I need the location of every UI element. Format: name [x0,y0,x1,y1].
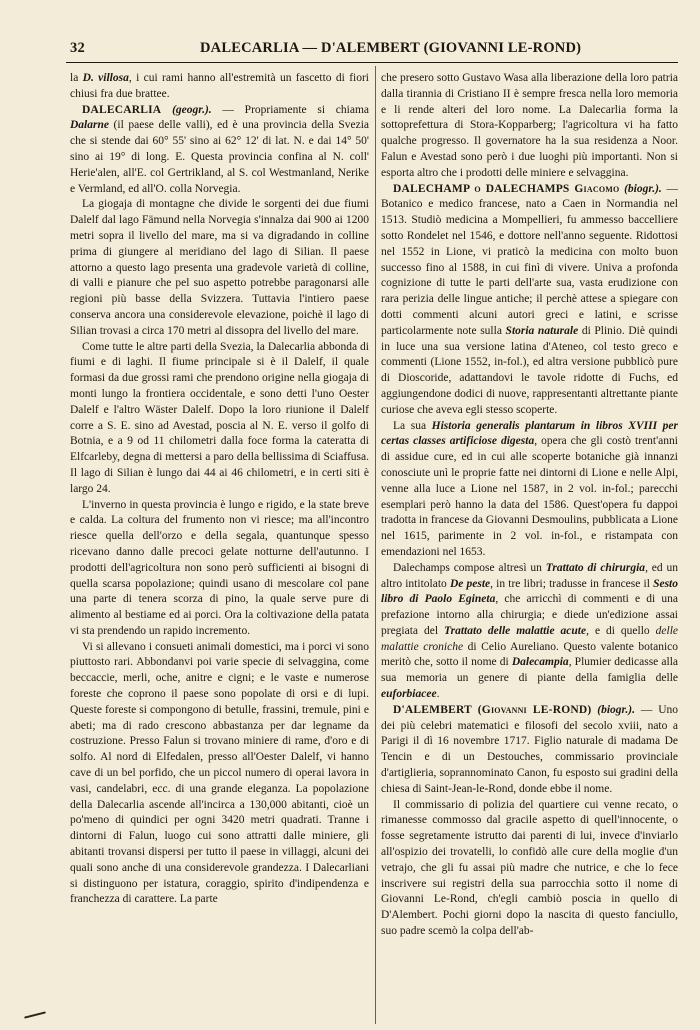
work-title: Trattato di chirurgia [545,561,646,574]
paragraph: Come tutte le altre parti della Svezia, la Dalecarlia abbonda di fiumi e di laghi. Il fiume principale si è il Dalelf, il quale formasi da due grossi rami che prendono origine nella giogaja di monti lungo la frontiera occidentale, e sono detti l'uno Oester Dalelf e l'altro Wäster Dalelf. Dopo la loro riunione il Dalelf corre a S. E. sino ad Avestad, poscia al N. E. verso il golfo di Botnia, e a 9 od 11 chilometri dalla foce forma la cateratta di Elfcarleby, degna di mettersi a paro della bellissima di Sciaffusa. Il lago di Silian è lungo dai 44 ai 46 chilometri, e in certi siti è largo 24. [70,340,369,495]
column-divider [375,66,376,1024]
page-header-title: DALECARLIA — D'ALEMBERT (GIOVANNI LE-ROND) [200,40,582,56]
family-name: euforbiacee [381,688,437,701]
species-name: D. villosa [82,72,129,84]
headword-dalembert: D'ALEMBERT (Giovanni LE-ROND) [393,703,592,716]
paragraph-continuation: la D. villosa, i cui rami hanno all'estremità un fascetto di fiori chiusi fra due brattee. [70,72,369,100]
paragraph: Vi si allevano i consueti animali domestici, ma i porci vi sono piuttosto rari. Abbondanvi poi varie specie di selvaggina, come beccaccie, merli, oche, anitre e cigni; e le vaste e numerose foreste che coprono il paese sono popolate di orsi e di lupi. Queste foreste si compongono di betulle, frassini, tremule, pini e abeti; ma di rado crescono abbastanza per dar legname da costruzione. Presso Falun si trovano miniere di rame, d'oro e di solfo. Al nord di Elfedalen, presso all'Oester Dalelf, vi hanno cave di un bel porfido, che un piccol numero di operai lavora in vasi, candelabri, ecc. di una grande eleganza. La popolazione della Dalecarlia ascende all'incirca a 130,000 abitanti, cioè un po'meno di quindici per ogni 3420 metri quadrati. Tranne i dintorni di Falun, luogo cui sono attratti dalle miniere, gli abitanti trovansi dispersi per tutto il paese in villaggi, alcuni dei quali sono anche di una considerevole grandezza. I Dalecarliani si distinguono per istatura, coraggio, spirito d'indipendenza e franchezza di carattere. La parte [70,640,369,906]
headword-dalecarlia: DALECARLIA [82,103,162,116]
work-title: Storia naturale [505,324,579,337]
right-column [381,71,678,1026]
headword-dalechamp: DALECHAMP o DALECHAMPS Giacomo [393,182,620,195]
paragraph: La sua Historia generalis plantarum in libros XVIII per certas classes artificiose digesta, opera che gli costò trent'anni di assidue cure, ed in cui alle scoperte botaniche già innanzi conosciute unì le proprie fatte nei dintorni di Lione e nelle Alpi, venne alla luce a Lione nel 1587, in 2 vol. in-fol.; parecchi esemplari però hanno la data del 1586. Quest'opera fu dappoi tradotta in francese da Giovanni Desmoulins, pubblicata a Lione nel 1615, parimente in 2 vol. in-fol., e ristampata con emendazioni nel 1653. [381,419,678,558]
entry-dalechamp: DALECHAMP o DALECHAMPS Giacomo (biogr.). — Botanico e medico francese, nato a Caen in Normandia nel 1513. Studiò medicina a Mompellieri, fu ammesso baccelliere sotto Rondelet nel 1546, e dottore nell'anno seguente. Ridottosi nel 1552 in Lione, vi praticò la medicina con molto buon successo fino al 1588, in cui finì di vivere. Univa a profonda cognizione di tutte le parti dell'arte sua, vasta erudizione con rara perizia delle lingue antiche; il perchè attese a spiegare con dotti commenti alcuni autori greci e latini, e scrisse particolarmente note sulla Storia naturale di Plinio. Diè quindi in luce una sua versione latina d'Ateneo, col testo greco e commenti (Lione 1552, in-fol.), ed altra versione pubblicò pure di Dioscoride, adattandovi le tavole ridotte di Fuchs, ed aggiungendone dodici di nuove, rappresentanti altrettante piante curiose che aveva egli stesso scoperte. [381,182,678,416]
place-name: Dalarne [70,119,109,132]
left-column [70,71,369,1026]
paragraph: La giogaja di montagne che divide le sorgenti dei due fiumi Dalelf dal lago Fämund nella Norvegia s'innalza dai 900 ai 1200 metri sopra il livello del mare, ma si va digradando in colline prima di giungere al meridiano del lago di Silian. Il paese attorno a questo lago presenta una gradevole varietà di colline, di valli e pianure che pel suo aspetto potrebbe paragonarsi alle regioni più basse della Svizzera. Tuttavia l'intiero paese conserva ancora una considerevole elevazione, poichè il lago di Silian trovasi a circa 170 metri al dissopra del livello del mare. [70,198,369,337]
entry-category: (biogr.). [591,703,635,716]
ink-mark [24,1011,46,1018]
header-rule [66,62,678,63]
entry-dalecarlia: DALECARLIA (geogr.). — Propriamente si chiama Dalarne (il paese delle valli), ed è una provincia della Svezia che si stende dai 60° 55' sino ai 62° 12' di lat. N. e dai 14° 50' sino ai 19° di long. E. Questa provincia confina al N. coll' Herie'alen, all'E. col Gertrikland, al S. col Westmanland, Nerike e Vermland, ed all'O. colla Norvegia. [70,103,369,195]
work-title: Historia generalis plantarum in libros XVIII per certas classes artificiose digesta [381,419,678,448]
paragraph-continuation: che presero sotto Gustavo Wasa alla liberazione della loro patria dalla tirannia di Cristiano II è sempre fresca nella loro memoria e li rende alteri del loro nome. La Dalecarlia forma la sottoprefettura di Stora-Kopparberg; l'agricoltura vi ha fatto qualche progresso. Il governatore ha la sua residenza a Noor. Falun e Avestad sono però i due luoghi più importanti. Non si esporta altro che i prodotti delle miniere e selvaggina. [381,72,678,179]
work-title: delle malattie croniche [381,624,678,653]
paragraph: L'inverno in questa provincia è lungo e rigido, e la state breve e calda. La coltura del frumento non vi riesce; ma all'incontro riesce quella dell'orzo e della segala, quantunque spesso ricevano danno dalle precoci gelate notturne dell'autunno. I prodotti dell'agricoltura non sono però sufficienti ai bisogni di quella scarsa popolazione; quindi usano di mescolare col pane una parte di tenera scorza di pino, la quale serve pure di alimento al bestiame ed ai porci. Ora la coltivazione della patata vi sta prendendo un rapido incremento. [70,498,369,637]
work-title: Sesto libro di Paolo Egineta [381,577,678,606]
entry-category: (geogr.). [161,103,212,116]
work-title: De peste [449,577,491,590]
paragraph: Dalechamps compose altresì un Trattato di chirurgia, ed un altro intitolato De peste, in tre libri; tradusse in francese il Sesto libro di Paolo Egineta, che arricchì di commenti e di una prefazione intorno alla chirurgia; e diede un'edizione assai pregiata del Trattato delle malattie acute, e di quello delle malattie croniche di Celio Aureliano. Questo valente botanico meritò che, sotto il nome di Dalecampia, Plumier dedicasse alla sua memoria un genere di piante della famiglia delle euforbiacee. [381,561,678,701]
work-title: Trattato delle malattie acute [444,624,587,637]
entry-dalembert: D'ALEMBERT (Giovanni LE-ROND) (biogr.). — Uno dei più celebri matematici e filosofi del secolo xviii, nato a Parigi il dì 16 novembre 1717. Figlio naturale di madama De Tencin e di un Destouches, commissario provinciale d'artiglieria, soprannominato Canon, fu esposto sui gradini della chiesa di Saint-Jean-le-Rond, donde ebbe il nome. [381,703,678,795]
paragraph: Il commissario di polizia del quartiere cui venne recato, o rimanesse commosso dal gracile aspetto di quell'innocente, o fosse segretamente istrutto dai parenti di lui, invece d'inviarlo all'ospizio dei trovatelli, lo confidò alle cure della moglie d'un vetrajo, che gli fu assai più madre che nutrice, e che lo fece inscrivere sui registri della sua parrocchia sotto il nome di Giovanni Le-Rond, ch'egli cambiò poscia in quello di D'Alembert. Pochi giorni dopo la nascita di questo fanciullo, suo padre scemò la colpa dell'ab- [381,798,678,938]
page-number: 32 [70,40,85,56]
genus-name: Dalecampia [511,656,569,669]
entry-category: (biogr.). [619,182,662,195]
